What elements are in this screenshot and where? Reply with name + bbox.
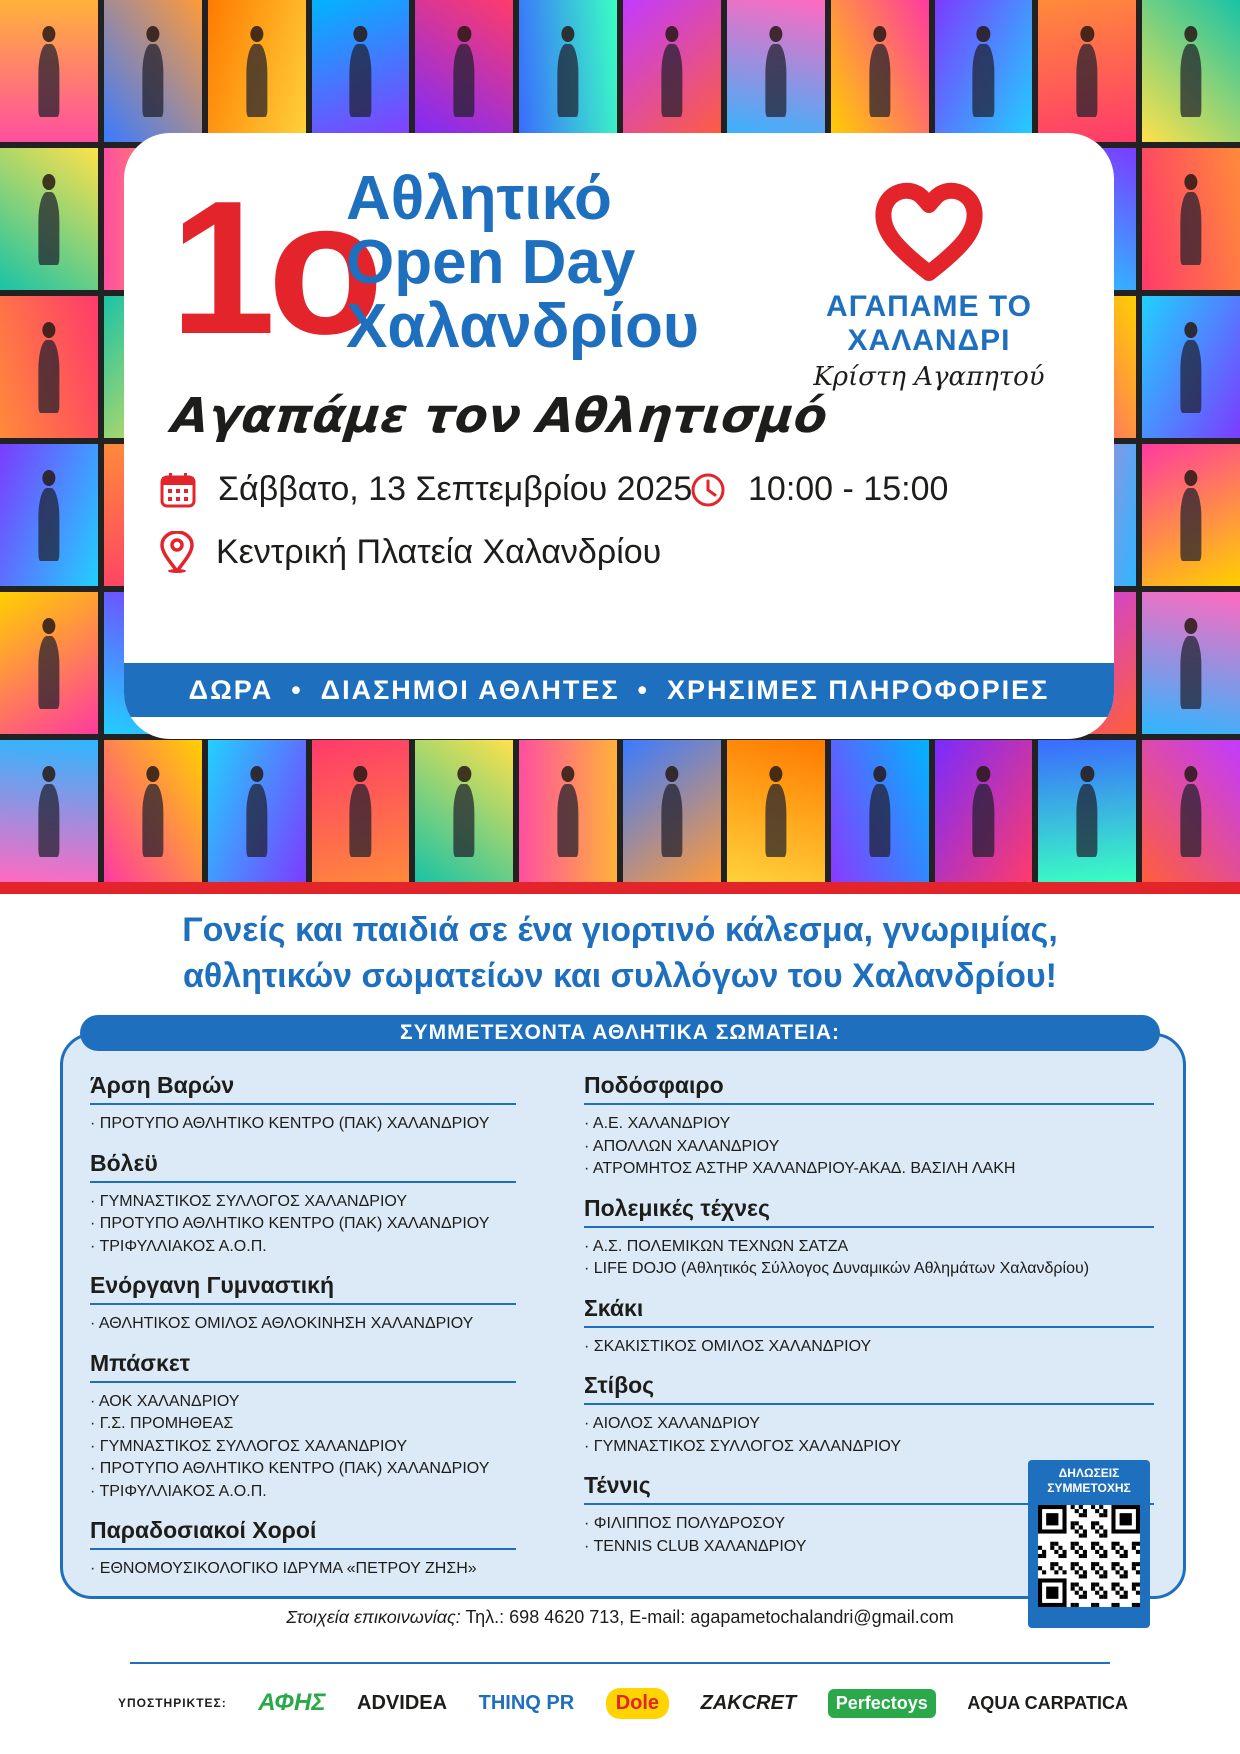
athlete-photo xyxy=(1142,740,1240,882)
club-section xyxy=(584,1295,1154,1359)
club-item: · ΣΚΑΚΙΣΤΙΚΟΣ ΟΜΙΛΟΣ ΧΑΛΑΝΔΡΙΟΥ xyxy=(584,1337,872,1355)
banner-item-gifts: ΔΩΡΑ xyxy=(188,674,274,705)
club-item: · ΓΥΜΝΑΣΤΙΚΟΣ ΣΥΛΛΟΓΟΣ ΧΑΛΑΝΔΡΙΟΥ xyxy=(90,1192,407,1210)
contact-info xyxy=(0,1607,1240,1628)
bullet-icon: • xyxy=(291,674,303,705)
contact-label: Στοιχεία επικοινωνίας: xyxy=(286,1607,461,1627)
club-section xyxy=(90,1072,516,1136)
athlete-photo xyxy=(831,740,929,882)
athlete-photo xyxy=(727,0,825,142)
heart-logo-icon xyxy=(874,181,984,281)
footer-divider xyxy=(130,1662,1110,1664)
contact-details: Τηλ.: 698 4620 713, E-mail: agapametochalandri@gmail.com xyxy=(465,1607,954,1627)
sport-heading: Ποδόσφαιρο xyxy=(584,1072,1154,1105)
club-list xyxy=(584,1413,1154,1458)
sport-heading: Βόλεϋ xyxy=(90,1150,516,1183)
club-item: · ΤΡΙΦΥΛΛΙΑΚΟΣ Α.Ο.Π. xyxy=(90,1482,267,1500)
athlete-photo xyxy=(1142,148,1240,290)
club-section xyxy=(584,1195,1154,1281)
athlete-photo xyxy=(0,592,98,734)
sponsor-logo-aqua-carpatica: AQUA CARPATICA xyxy=(967,1692,1128,1713)
athlete-photo xyxy=(208,740,306,882)
athlete-photo xyxy=(208,0,306,142)
club-section xyxy=(90,1517,516,1581)
club-item: · ΠΡΟΤΥΠΟ ΑΘΛΗΤΙΚΟ ΚΕΝΤΡΟ (ΠΑΚ) ΧΑΛΑΝΔΡΙΟΥ xyxy=(90,1115,490,1132)
event-title xyxy=(346,164,699,361)
registration-qr[interactable] xyxy=(1028,1460,1150,1628)
athlete-photo xyxy=(0,444,98,586)
sponsors-label: ΥΠΟΣΤΗΡΙΚΤΕΣ: xyxy=(118,1696,227,1710)
athlete-photo xyxy=(0,740,98,882)
invitation-headline xyxy=(0,907,1240,999)
club-item: · ΕΘΝΟΜΟΥΣΙΚΟΛΟΓΙΚΟ ΙΔΡΥΜΑ «ΠΕΤΡΟΥ ΖΗΣΗ» xyxy=(90,1560,477,1577)
athlete-photo xyxy=(1038,740,1136,882)
club-item: · LIFE DOJO (Αθλητικός Σύλλογος Δυναμικών Αθλημάτων Χαλανδρίου) xyxy=(584,1260,1090,1277)
sport-heading: Παραδοσιακοί Χοροί xyxy=(90,1517,516,1550)
sport-heading: Σκάκι xyxy=(584,1295,1154,1328)
club-item: · ΓΥΜΝΑΣΤΙΚΟΣ ΣΥΛΛΟΓΟΣ ΧΑΛΑΝΔΡΙΟΥ xyxy=(584,1437,901,1455)
club-list xyxy=(90,1558,516,1581)
athlete-photo xyxy=(935,0,1033,142)
edition-number: 1ο xyxy=(170,162,376,374)
banner-item-info: ΧΡΗΣΙΜΕΣ ΠΛΗΡΟΦΟΡΙΕΣ xyxy=(667,674,1050,705)
club-item: · ΓΥΜΝΑΣΤΙΚΟΣ ΣΥΛΛΟΓΟΣ ΧΑΛΑΝΔΡΙΟΥ xyxy=(90,1437,407,1455)
event-card xyxy=(124,133,1114,739)
club-list xyxy=(90,1313,516,1336)
date-text: Σάββατο, 13 Σεπτεμβρίου 2025 xyxy=(218,470,693,508)
calendar-icon xyxy=(160,472,196,508)
club-item: · ΑΙΟΛΟΣ ΧΑΛΑΝΔΡΙΟΥ xyxy=(584,1415,760,1432)
club-item: · ΑΘΛΗΤΙΚΟΣ ΟΜΙΛΟΣ ΑΘΛΟΚΙΝΗΣΗ ΧΑΛΑΝΔΡΙΟΥ xyxy=(90,1315,474,1332)
clubs-panel-title: ΣΥΜΜΕΤΕΧΟΝΤΑ ΑΘΛΗΤΙΚΑ ΣΩΜΑΤΕΙΑ: xyxy=(80,1015,1160,1051)
clubs-column-left xyxy=(90,1072,516,1595)
athlete-photo xyxy=(104,740,202,882)
athlete-photo xyxy=(415,740,513,882)
club-item: · ΑΟΚ ΧΑΛΑΝΔΡΙΟΥ xyxy=(90,1392,240,1410)
sport-heading: Στίβος xyxy=(584,1372,1154,1405)
athlete-photo xyxy=(519,740,617,882)
location-text: Κεντρική Πλατεία Χαλανδρίου xyxy=(216,532,662,571)
sponsor-logo-perfectoys: Perfectoys xyxy=(828,1689,936,1718)
qr-code-icon[interactable] xyxy=(1038,1505,1140,1607)
bullet-icon: • xyxy=(637,674,649,705)
athlete-photo xyxy=(1142,592,1240,734)
club-list xyxy=(584,1336,1154,1359)
club-list xyxy=(90,1113,516,1136)
club-section xyxy=(584,1072,1154,1181)
club-item: · Α.Σ. ΠΟΛΕΜΙΚΩΝ ΤΕΧΝΩΝ ΣΑΤΖΑ xyxy=(584,1237,849,1255)
sponsor-logo-afis: ΑΦΗΣ xyxy=(258,1689,326,1716)
athlete-photo xyxy=(1142,444,1240,586)
athlete-photo xyxy=(727,740,825,882)
athlete-photo xyxy=(623,0,721,142)
organizer-logo xyxy=(784,181,1074,392)
athlete-photo xyxy=(312,0,410,142)
sponsors-bar xyxy=(118,1678,1128,1728)
clock-icon xyxy=(690,472,726,508)
banner-item-athletes: ΔΙΑΣΗΜΟΙ ΑΘΛΗΤΕΣ xyxy=(320,674,620,705)
club-item: · ΑΤΡΟΜΗΤΟΣ ΑΣΤΗΡ ΧΑΛΑΝΔΡΙΟΥ-ΑΚΑΔ. ΒΑΣΙΛΗ ΛΑΚΗ xyxy=(584,1160,1016,1177)
sport-heading: Τέννις xyxy=(584,1472,1154,1505)
athlete-photo xyxy=(1142,0,1240,142)
sport-heading: Πολεμικές τέχνες xyxy=(584,1195,1154,1228)
highlights-banner xyxy=(124,663,1114,717)
logo-signature: Κρίστη Αγαπητού xyxy=(813,362,1045,392)
slogan: Αγαπάμε τον Αθλητισμό xyxy=(169,388,831,444)
sport-heading: Άρση Βαρών xyxy=(90,1072,516,1105)
club-list xyxy=(584,1113,1154,1181)
athlete-photo xyxy=(0,0,98,142)
athlete-photo xyxy=(104,0,202,142)
sport-heading: Ενόργανη Γυμναστική xyxy=(90,1272,516,1305)
location-pin-icon xyxy=(160,531,194,573)
title-line-2: Open Day xyxy=(346,228,636,297)
event-date xyxy=(160,470,692,509)
sponsor-logo-zakcret: ZAKCRET xyxy=(700,1691,797,1714)
athlete-photo xyxy=(935,740,1033,882)
athlete-photo xyxy=(312,740,410,882)
athlete-photo xyxy=(831,0,929,142)
time-text: 10:00 - 15:00 xyxy=(748,470,949,508)
club-list xyxy=(584,1236,1154,1281)
athlete-photo xyxy=(519,0,617,142)
athlete-photo xyxy=(0,296,98,438)
club-item: · ΠΡΟΤΥΠΟ ΑΘΛΗΤΙΚΟ ΚΕΝΤΡΟ (ΠΑΚ) ΧΑΛΑΝΔΡΙΟΥ xyxy=(90,1460,490,1477)
club-list xyxy=(90,1391,516,1504)
title-line-1: Αθλητικό xyxy=(346,164,612,233)
club-item: · TENNIS CLUB ΧΑΛΑΝΔΡΙΟΥ xyxy=(584,1537,807,1555)
club-item: · ΠΡΟΤΥΠΟ ΑΘΛΗΤΙΚΟ ΚΕΝΤΡΟ (ΠΑΚ) ΧΑΛΑΝΔΡΙΟΥ xyxy=(90,1215,490,1232)
club-section xyxy=(584,1372,1154,1458)
athlete-photo xyxy=(623,740,721,882)
title-line-3: Χαλανδρίου xyxy=(346,292,699,361)
club-section xyxy=(90,1150,516,1259)
event-time xyxy=(690,470,948,509)
club-item: · ΑΠΟΛΛΩΝ ΧΑΛΑΝΔΡΙΟΥ xyxy=(584,1137,780,1155)
athlete-photo xyxy=(1038,0,1136,142)
sponsor-logo-dole: Dole xyxy=(606,1688,669,1719)
event-location xyxy=(160,531,661,573)
club-item: · Γ.Σ. ΠΡΟΜΗΘΕΑΣ xyxy=(90,1415,234,1432)
athlete-photo xyxy=(415,0,513,142)
club-item: · Α.Ε. ΧΑΛΑΝΔΡΙΟΥ xyxy=(584,1115,731,1132)
athlete-photo xyxy=(1142,296,1240,438)
red-divider xyxy=(0,882,1240,894)
qr-label: ΔΗΛΩΣΕΙΣ ΣΥΜΜΕΤΟΧΗΣ xyxy=(1047,1466,1131,1495)
club-section xyxy=(90,1272,516,1336)
sponsor-logo-advidea: ADVIDEA xyxy=(357,1691,448,1714)
club-item: · ΤΡΙΦΥΛΛΙΑΚΟΣ Α.Ο.Π. xyxy=(90,1237,267,1255)
club-section xyxy=(90,1350,516,1504)
sponsor-logo-thinqpr: THINQ PR xyxy=(478,1691,575,1714)
headline-line-1: Γονείς και παιδιά σε ένα γιορτινό κάλεσμα, γνωριμίας, xyxy=(182,911,1058,949)
athlete-photo xyxy=(0,148,98,290)
headline-line-2: αθλητικών σωματείων και συλλόγων του Χαλανδρίου! xyxy=(183,957,1057,995)
club-list xyxy=(90,1191,516,1259)
sport-heading: Μπάσκετ xyxy=(90,1350,516,1383)
logo-brand-text: ΑΓΑΠΑΜΕ ΤΟ ΧΑΛΑΝΔΡΙ xyxy=(826,290,1032,357)
club-item: · ΦΙΛΙΠΠΟΣ ΠΟΛΥΔΡΟΣΟΥ xyxy=(584,1515,785,1532)
